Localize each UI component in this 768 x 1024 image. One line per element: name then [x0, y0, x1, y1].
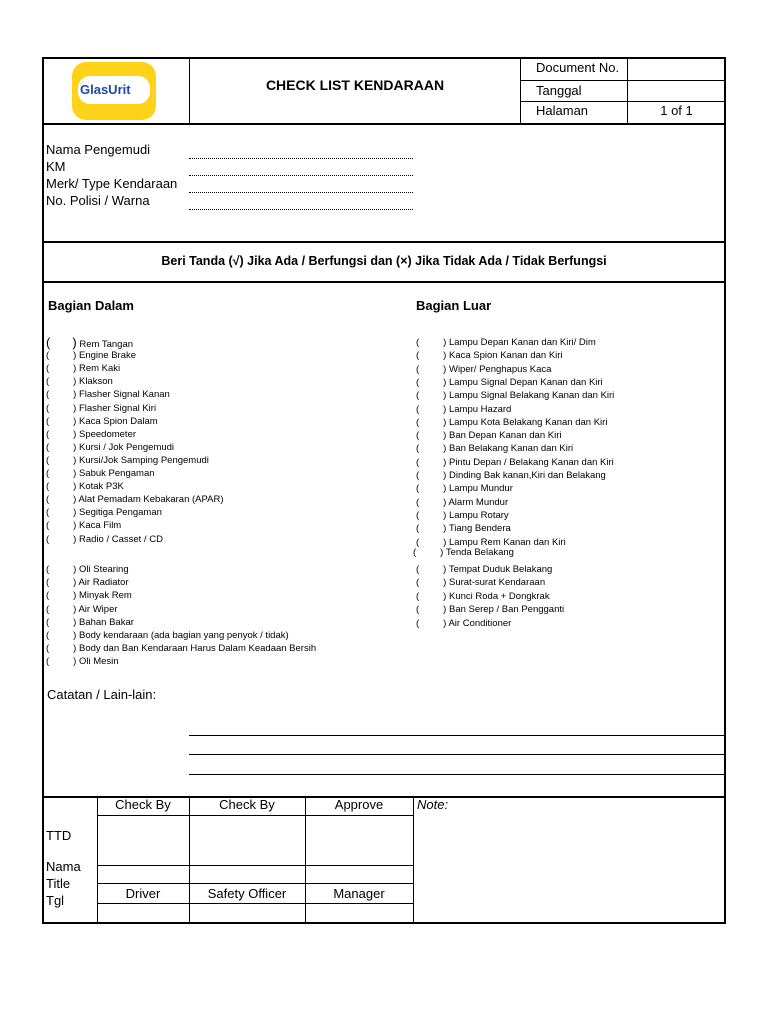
close-paren: ) [443, 456, 447, 468]
close-paren: ) [73, 577, 77, 589]
checklist-item[interactable] [416, 469, 606, 482]
checklist-item-label: Lampu Kota Belakang Kanan dan Kiri [448, 416, 608, 428]
close-paren: ) [443, 470, 447, 481]
close-paren: ) [443, 523, 447, 535]
open-paren: ( [413, 547, 417, 558]
close-paren: ) [73, 415, 77, 427]
checklist-item[interactable] [46, 349, 136, 362]
open-paren: ( [416, 416, 420, 428]
signature-row-label: TTD [46, 828, 72, 843]
checklist-item-label: Rem Tangan [79, 339, 134, 350]
checklist-item-label: Radio / Casset / CD [78, 533, 163, 545]
checklist-item-label: Pintu Depan / Belakang Kanan dan Kiri [448, 456, 614, 468]
close-paren: ) [443, 376, 447, 388]
checklist-item-label: Ban Belakang Kanan dan Kiri [448, 443, 574, 455]
open-paren: ( [416, 337, 420, 348]
close-paren: ) [73, 376, 77, 388]
checklist-item-label: Surat-surat Kendaraan [448, 577, 546, 589]
open-paren: ( [46, 363, 50, 375]
info-field-label: KM [46, 159, 66, 174]
bagian-luar-title: Bagian Luar [416, 298, 492, 313]
open-paren: ( [46, 533, 50, 545]
header-field-label: Tanggal [536, 83, 582, 98]
checklist-item[interactable] [46, 533, 163, 546]
checklist-item-label: Oli Stearing [78, 564, 129, 575]
checklist-item[interactable] [46, 519, 121, 532]
checklist-item[interactable] [46, 655, 119, 668]
checklist-item[interactable] [46, 336, 133, 349]
close-paren: ) [443, 604, 447, 616]
info-field-input[interactable] [189, 175, 413, 176]
close-paren: ) [73, 630, 77, 641]
close-paren: ) [443, 509, 447, 521]
close-paren: ) [443, 577, 447, 589]
open-paren: ( [46, 643, 50, 655]
checklist-item[interactable] [46, 375, 113, 388]
checklist-item[interactable] [416, 617, 511, 630]
info-field-input[interactable] [189, 192, 413, 193]
open-paren: ( [416, 496, 420, 508]
open-paren: ( [416, 403, 420, 415]
checklist-item[interactable] [416, 442, 573, 455]
checklist-item[interactable] [416, 576, 545, 589]
checklist-item-label: Alat Pemadam Kebakaran (APAR) [78, 494, 224, 506]
checklist-item[interactable] [46, 454, 209, 467]
catatan-label: Catatan / Lain-lain: [47, 687, 157, 702]
checklist-item-label: Kursi/Jok Samping Pengemudi [78, 454, 209, 466]
close-paren: ) [73, 350, 77, 362]
checklist-item-label: Tenda Belakang [445, 547, 514, 558]
info-field-input[interactable] [189, 209, 413, 210]
checklist-item-label: Oli Mesin [78, 656, 119, 668]
open-paren: ( [46, 590, 50, 602]
checklist-item[interactable] [416, 389, 614, 402]
checklist-item-label: Kotak P3K [78, 481, 124, 493]
info-field-label: No. Polisi / Warna [46, 193, 150, 208]
close-paren: ) [443, 496, 447, 508]
header-field-label: Document No. [536, 60, 620, 75]
glasurit-logo: GlasUrit [72, 62, 156, 120]
close-paren: ) [73, 481, 77, 493]
close-paren: ) [73, 603, 77, 615]
open-paren: ( [46, 481, 50, 493]
signature-col-header: Approve [334, 797, 384, 812]
signature-role: Safety Officer [207, 886, 287, 901]
checklist-item[interactable] [416, 363, 551, 376]
checklist-item[interactable] [416, 349, 563, 362]
checklist-item-label: Tiang Bendera [448, 523, 511, 535]
checklist-item[interactable] [46, 467, 155, 480]
close-paren: ) [73, 533, 77, 545]
close-paren: ) [443, 363, 447, 375]
checklist-item-label: Body dan Ban Kendaraan Harus Dalam Keadaan Bersih [78, 643, 317, 655]
open-paren: ( [46, 468, 50, 479]
checklist-item-label: Bahan Bakar [78, 616, 134, 628]
close-paren: ) [443, 403, 447, 415]
open-paren: ( [46, 335, 51, 350]
checklist-item-label: Kaca Spion Kanan dan Kiri [448, 350, 563, 362]
checklist-item-label: Alarm Mundur [448, 496, 509, 508]
close-paren: ) [73, 468, 77, 479]
open-paren: ( [416, 590, 420, 602]
close-paren: ) [73, 507, 77, 519]
checklist-item[interactable] [46, 428, 136, 441]
checklist-item[interactable] [416, 563, 552, 576]
close-paren: ) [443, 337, 447, 348]
close-paren: ) [73, 590, 77, 602]
open-paren: ( [46, 507, 50, 519]
checklist-item[interactable] [46, 629, 289, 642]
checklist-item-label: Ban Depan Kanan dan Kiri [448, 430, 562, 442]
open-paren: ( [46, 520, 50, 532]
checklist-item[interactable] [46, 589, 132, 602]
checklist-item-label: Kunci Roda + Dongkrak [448, 590, 550, 602]
checklist-item-label: Lampu Hazard [448, 403, 512, 415]
close-paren: ) [73, 616, 77, 628]
checklist-item-label: Minyak Rem [78, 590, 132, 602]
close-paren: ) [443, 564, 447, 575]
open-paren: ( [416, 390, 420, 402]
open-paren: ( [46, 564, 50, 575]
open-paren: ( [416, 564, 420, 575]
open-paren: ( [416, 604, 420, 616]
checklist-item-label: Sabuk Pengaman [78, 468, 155, 479]
open-paren: ( [416, 483, 420, 495]
checklist-item[interactable] [46, 603, 118, 616]
open-paren: ( [46, 454, 50, 466]
checklist-item-label: Lampu Signal Depan Kanan dan Kiri [448, 376, 603, 388]
open-paren: ( [416, 443, 420, 455]
checklist-item-label: Body kendaraan (ada bagian yang penyok / tidak) [78, 630, 289, 641]
open-paren: ( [416, 523, 420, 535]
bagian-dalam-title: Bagian Dalam [48, 298, 134, 313]
checklist-item-label: Tempat Duduk Belakang [448, 564, 553, 575]
close-paren: ) [73, 494, 77, 506]
checklist-item-label: Kaca Film [78, 520, 122, 532]
open-paren: ( [46, 415, 50, 427]
open-paren: ( [46, 389, 50, 401]
checklist-item[interactable] [46, 493, 224, 506]
open-paren: ( [46, 616, 50, 628]
signature-col-header: Check By [219, 797, 275, 812]
checklist-item-label: Air Wiper [78, 603, 118, 615]
checklist-item[interactable] [46, 362, 120, 375]
open-paren: ( [416, 617, 420, 629]
open-paren: ( [46, 350, 50, 362]
checklist-item-label: Wiper/ Penghapus Kaca [448, 363, 552, 375]
checklist-item[interactable] [46, 506, 162, 519]
close-paren: ) [73, 643, 77, 655]
close-paren: ) [73, 402, 77, 414]
close-paren: ) [443, 617, 447, 629]
close-paren: ) [443, 416, 447, 428]
close-paren: ) [72, 335, 77, 350]
checklist-item[interactable] [46, 563, 129, 576]
checklist-item-label: Kaca Spion Dalam [78, 415, 158, 427]
signature-role: Manager [333, 886, 385, 901]
checklist-item[interactable] [416, 590, 550, 603]
checklist-item[interactable] [46, 402, 156, 415]
open-paren: ( [46, 402, 50, 414]
checklist-item[interactable] [416, 522, 511, 535]
info-field-label: Merk/ Type Kendaraan [46, 176, 178, 191]
open-paren: ( [416, 430, 420, 442]
close-paren: ) [73, 656, 77, 668]
close-paren: ) [73, 520, 77, 532]
checklist-item-label: Lampu Depan Kanan dan Kiri/ Dim [448, 337, 596, 348]
checklist-item[interactable] [46, 388, 170, 401]
open-paren: ( [46, 441, 50, 453]
open-paren: ( [416, 509, 420, 521]
close-paren: ) [443, 483, 447, 495]
signature-col-header: Check By [115, 797, 171, 812]
close-paren: ) [443, 443, 447, 455]
open-paren: ( [46, 603, 50, 615]
signature-row-label: Nama [46, 859, 81, 874]
open-paren: ( [416, 456, 420, 468]
checklist-item[interactable] [46, 616, 134, 629]
checklist-item[interactable] [46, 441, 174, 454]
checklist-item-label: Speedometer [78, 428, 137, 440]
open-paren: ( [416, 536, 420, 548]
close-paren: ) [73, 389, 77, 401]
checklist-item-label: Dinding Bak kanan,Kiri dan Belakang [448, 470, 606, 481]
close-paren: ) [443, 430, 447, 442]
checklist-item[interactable] [416, 336, 596, 349]
signature-row-label: Title [46, 876, 71, 891]
open-paren: ( [416, 363, 420, 375]
checklist-item-label: Flasher Signal Kiri [78, 402, 157, 414]
checklist-item-label: Lampu Signal Belakang Kanan dan Kiri [448, 390, 615, 402]
open-paren: ( [46, 630, 50, 641]
close-paren: ) [73, 441, 77, 453]
checklist-item-label: Segitiga Pengaman [78, 507, 162, 519]
checklist-item[interactable] [416, 456, 614, 469]
close-paren: ) [73, 454, 77, 466]
checklist-item-label: Lampu Rotary [448, 509, 509, 521]
signature-row-label: Tgl [46, 893, 65, 908]
open-paren: ( [416, 376, 420, 388]
close-paren: ) [443, 536, 447, 548]
info-field-input[interactable] [189, 158, 413, 159]
checklist-item-label: Ban Serep / Ban Pengganti [448, 604, 565, 616]
open-paren: ( [416, 350, 420, 362]
close-paren: ) [440, 547, 444, 558]
checklist-item-label: Kursi / Jok Pengemudi [78, 441, 175, 453]
checklist-item-label: Air Radiator [78, 577, 129, 589]
checklist-item[interactable] [46, 480, 124, 493]
checklist-item[interactable] [416, 509, 509, 522]
open-paren: ( [46, 656, 50, 668]
checklist-item[interactable] [413, 546, 514, 559]
checklist-item-label: Air Conditioner [448, 617, 512, 629]
checklist-item[interactable] [46, 642, 316, 655]
close-paren: ) [443, 590, 447, 602]
checklist-item[interactable] [416, 496, 508, 509]
close-paren: ) [73, 363, 77, 375]
checklist-item[interactable] [416, 482, 513, 495]
checklist-item-label: Rem Kaki [78, 363, 121, 375]
info-field-label: Nama Pengemudi [46, 142, 151, 157]
note-label: Note: [417, 797, 449, 812]
close-paren: ) [73, 428, 77, 440]
open-paren: ( [416, 470, 420, 481]
close-paren: ) [73, 564, 77, 575]
open-paren: ( [46, 376, 50, 388]
checklist-item-label: Lampu Rem Kanan dan Kiri [448, 536, 566, 548]
checklist-item[interactable] [46, 415, 158, 428]
close-paren: ) [443, 350, 447, 362]
open-paren: ( [46, 577, 50, 589]
checklist-item[interactable] [416, 429, 561, 442]
checklist-item-label: Lampu Mundur [448, 483, 513, 495]
checklist-item-label: Engine Brake [78, 350, 137, 362]
open-paren: ( [416, 577, 420, 589]
header-field-label: Halaman [536, 103, 589, 118]
header-field-value[interactable]: 1 of 1 [660, 103, 693, 118]
checklist-item-label: Flasher Signal Kanan [78, 389, 170, 401]
checklist-item[interactable] [416, 416, 607, 429]
checklist-item[interactable] [416, 603, 564, 616]
checklist-item[interactable] [416, 376, 603, 389]
open-paren: ( [46, 428, 50, 440]
signature-role: Driver [125, 886, 161, 901]
checklist-item[interactable] [416, 403, 511, 416]
close-paren: ) [443, 390, 447, 402]
instruction-text: Beri Tanda (√) Jika Ada / Berfungsi dan (×) Jika Tidak Ada / Tidak Berfungsi [161, 254, 607, 268]
checklist-item-label: Klakson [78, 376, 113, 388]
checklist-item[interactable] [46, 576, 129, 589]
open-paren: ( [46, 494, 50, 506]
form-title: CHECK LIST KENDARAAN [265, 77, 445, 93]
